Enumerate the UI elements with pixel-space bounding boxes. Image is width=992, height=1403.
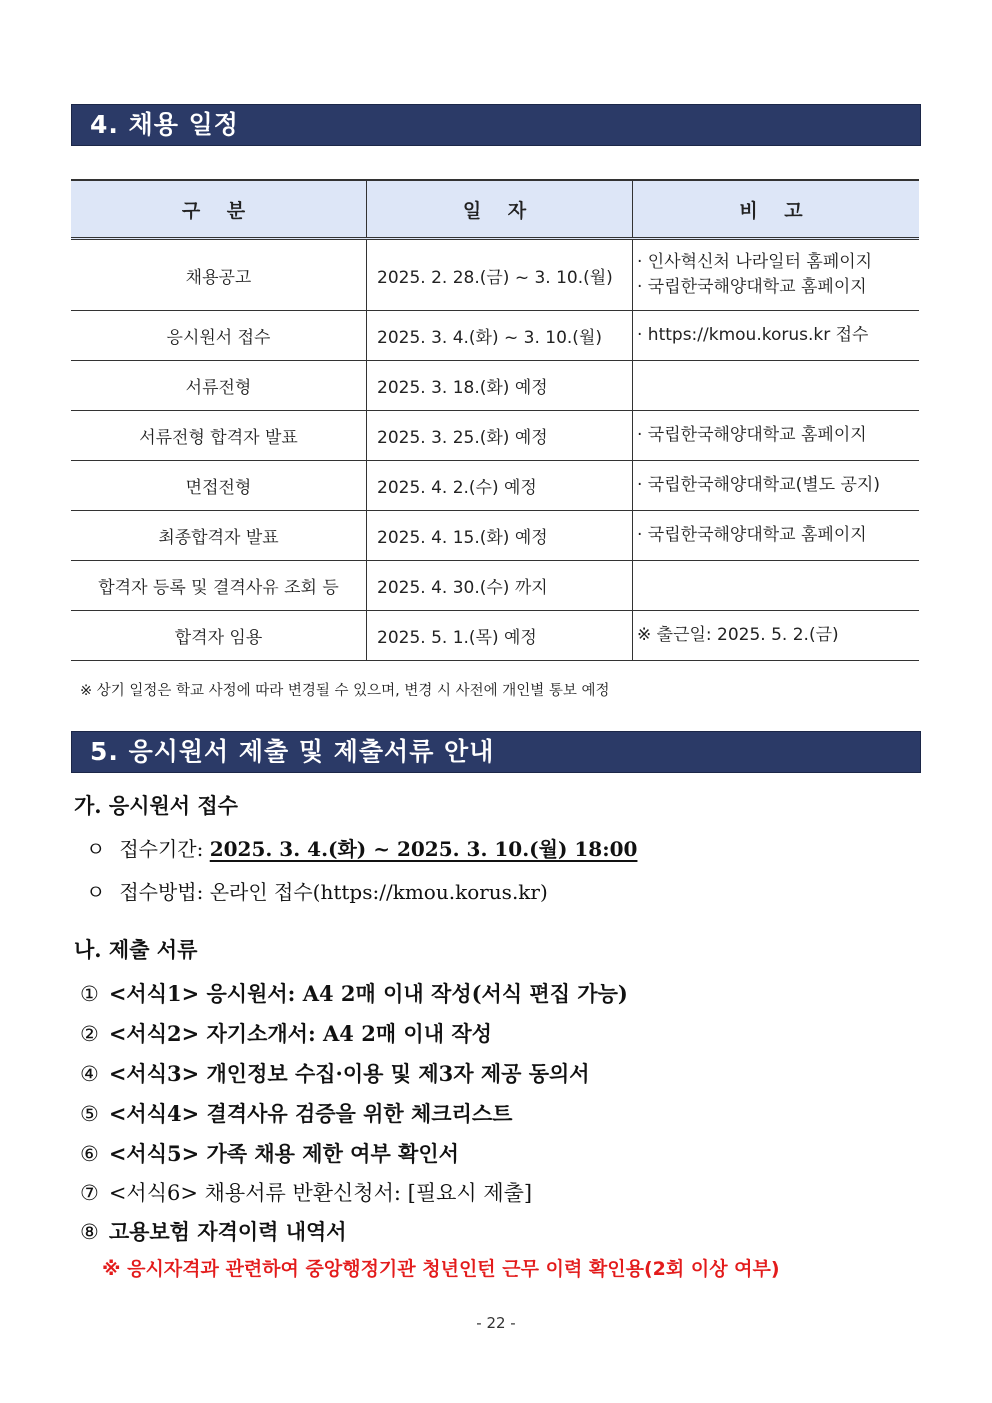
row-date: 2025. 3. 25.(화) 예정 xyxy=(367,411,633,461)
header-date: 일 자 xyxy=(367,180,633,239)
row-remarks xyxy=(633,239,920,311)
remark-line: ※ 출근일: 2025. 5. 2.(금) xyxy=(637,625,839,645)
red-note: ※ 응시자격과 관련하여 중앙행정기관 청년인턴 근무 이력 확인용(2회 이상 여부) xyxy=(102,1258,780,1280)
bullet-mark: ㅇ xyxy=(86,837,106,861)
document-text: <서식2> 자기소개서: A4 2매 이내 작성 xyxy=(108,1021,492,1046)
row-remarks xyxy=(633,311,920,361)
remark-line: · 인사혁신처 나라일터 홈페이지 xyxy=(637,252,873,272)
document-number: ⑦ xyxy=(80,1181,99,1205)
application-method xyxy=(86,876,548,905)
row-remarks xyxy=(633,361,920,411)
table-row xyxy=(71,461,919,511)
table-row xyxy=(71,411,919,461)
document-text: <서식3> 개인정보 수집·이용 및 제3자 제공 동의서 xyxy=(108,1061,590,1086)
page-number: - 22 - xyxy=(476,1314,516,1332)
table-row xyxy=(71,511,919,561)
row-date: 2025. 4. 2.(수) 예정 xyxy=(367,461,633,511)
document-text: <서식6> 채용서류 반환신청서: [필요시 제출] xyxy=(108,1181,533,1205)
document-text: <서식4> 결격사유 검증을 위한 체크리스트 xyxy=(108,1101,513,1126)
row-remarks xyxy=(633,411,920,461)
method-value: 온라인 접수(https://kmou.korus.kr) xyxy=(209,880,548,904)
table-row xyxy=(71,311,919,361)
period-label: 접수기간: xyxy=(119,837,204,861)
document-text: <서식1> 응시원서: A4 2매 이내 작성(서식 편집 가능) xyxy=(108,981,628,1006)
row-date: 2025. 2. 28.(금) ~ 3. 10.(월) xyxy=(367,239,633,311)
section-4-title: 4. 채용 일정 xyxy=(71,104,921,146)
document-item xyxy=(80,1098,512,1128)
row-date: 2025. 4. 15.(화) 예정 xyxy=(367,511,633,561)
table-row xyxy=(71,361,919,411)
row-category: 최종합격자 발표 xyxy=(71,511,367,561)
document-number: ⑥ xyxy=(80,1142,99,1166)
row-date: 2025. 3. 4.(화) ~ 3. 10.(월) xyxy=(367,311,633,361)
table-header-row xyxy=(71,180,919,239)
document-item xyxy=(80,978,628,1008)
document-item xyxy=(80,1177,532,1207)
application-period xyxy=(86,833,637,862)
row-category: 합격자 임용 xyxy=(71,611,367,661)
subsection-a-title: 가. 응시원서 접수 xyxy=(74,793,238,818)
method-label: 접수방법: xyxy=(119,880,204,904)
row-date: 2025. 4. 30.(수) 까지 xyxy=(367,561,633,611)
header-category: 구 분 xyxy=(71,180,367,239)
period-value: 2025. 3. 4.(화) ~ 2025. 3. 10.(월) 18:00 xyxy=(209,837,638,861)
document-item xyxy=(80,1018,492,1048)
row-remarks xyxy=(633,611,920,661)
document-number: ⑤ xyxy=(80,1102,99,1126)
document-text: 고용보험 자격이력 내역서 xyxy=(108,1219,347,1244)
document-text: <서식5> 가족 채용 제한 여부 확인서 xyxy=(108,1141,459,1166)
remark-line: · 국립한국해양대학교 홈페이지 xyxy=(637,425,867,445)
remark-line: · https://kmou.korus.kr 접수 xyxy=(637,325,869,345)
schedule-footnote: ※ 상기 일정은 학교 사정에 따라 변경될 수 있으며, 변경 시 사전에 개인별 통보 예정 xyxy=(80,683,610,699)
remark-line: · 국립한국해양대학교 홈페이지 xyxy=(637,277,867,297)
document-item xyxy=(80,1058,590,1088)
row-remarks xyxy=(633,561,920,611)
bullet-mark: ㅇ xyxy=(86,880,106,904)
remark-line: · 국립한국해양대학교 홈페이지 xyxy=(637,525,867,545)
document-number: ④ xyxy=(80,1062,99,1086)
schedule-table xyxy=(71,179,919,661)
row-category: 면접전형 xyxy=(71,461,367,511)
row-remarks xyxy=(633,461,920,511)
remark-line: · 국립한국해양대학교(별도 공지) xyxy=(637,475,880,495)
row-category: 서류전형 xyxy=(71,361,367,411)
row-remarks xyxy=(633,511,920,561)
table-row xyxy=(71,561,919,611)
row-category: 채용공고 xyxy=(71,239,367,311)
row-category: 서류전형 합격자 발표 xyxy=(71,411,367,461)
header-remarks: 비 고 xyxy=(633,180,920,239)
row-date: 2025. 5. 1.(목) 예정 xyxy=(367,611,633,661)
document-number: ⑧ xyxy=(80,1220,99,1244)
subsection-b-title: 나. 제출 서류 xyxy=(74,937,198,962)
table-row xyxy=(71,239,919,311)
section-5-title: 5. 응시원서 제출 및 제출서류 안내 xyxy=(71,731,921,773)
row-category: 합격자 등록 및 결격사유 조회 등 xyxy=(71,561,367,611)
document-item xyxy=(80,1216,347,1246)
row-date: 2025. 3. 18.(화) 예정 xyxy=(367,361,633,411)
table-row xyxy=(71,611,919,661)
document-number: ① xyxy=(80,982,99,1006)
document-item xyxy=(80,1138,459,1168)
document-number: ② xyxy=(80,1022,99,1046)
row-category: 응시원서 접수 xyxy=(71,311,367,361)
